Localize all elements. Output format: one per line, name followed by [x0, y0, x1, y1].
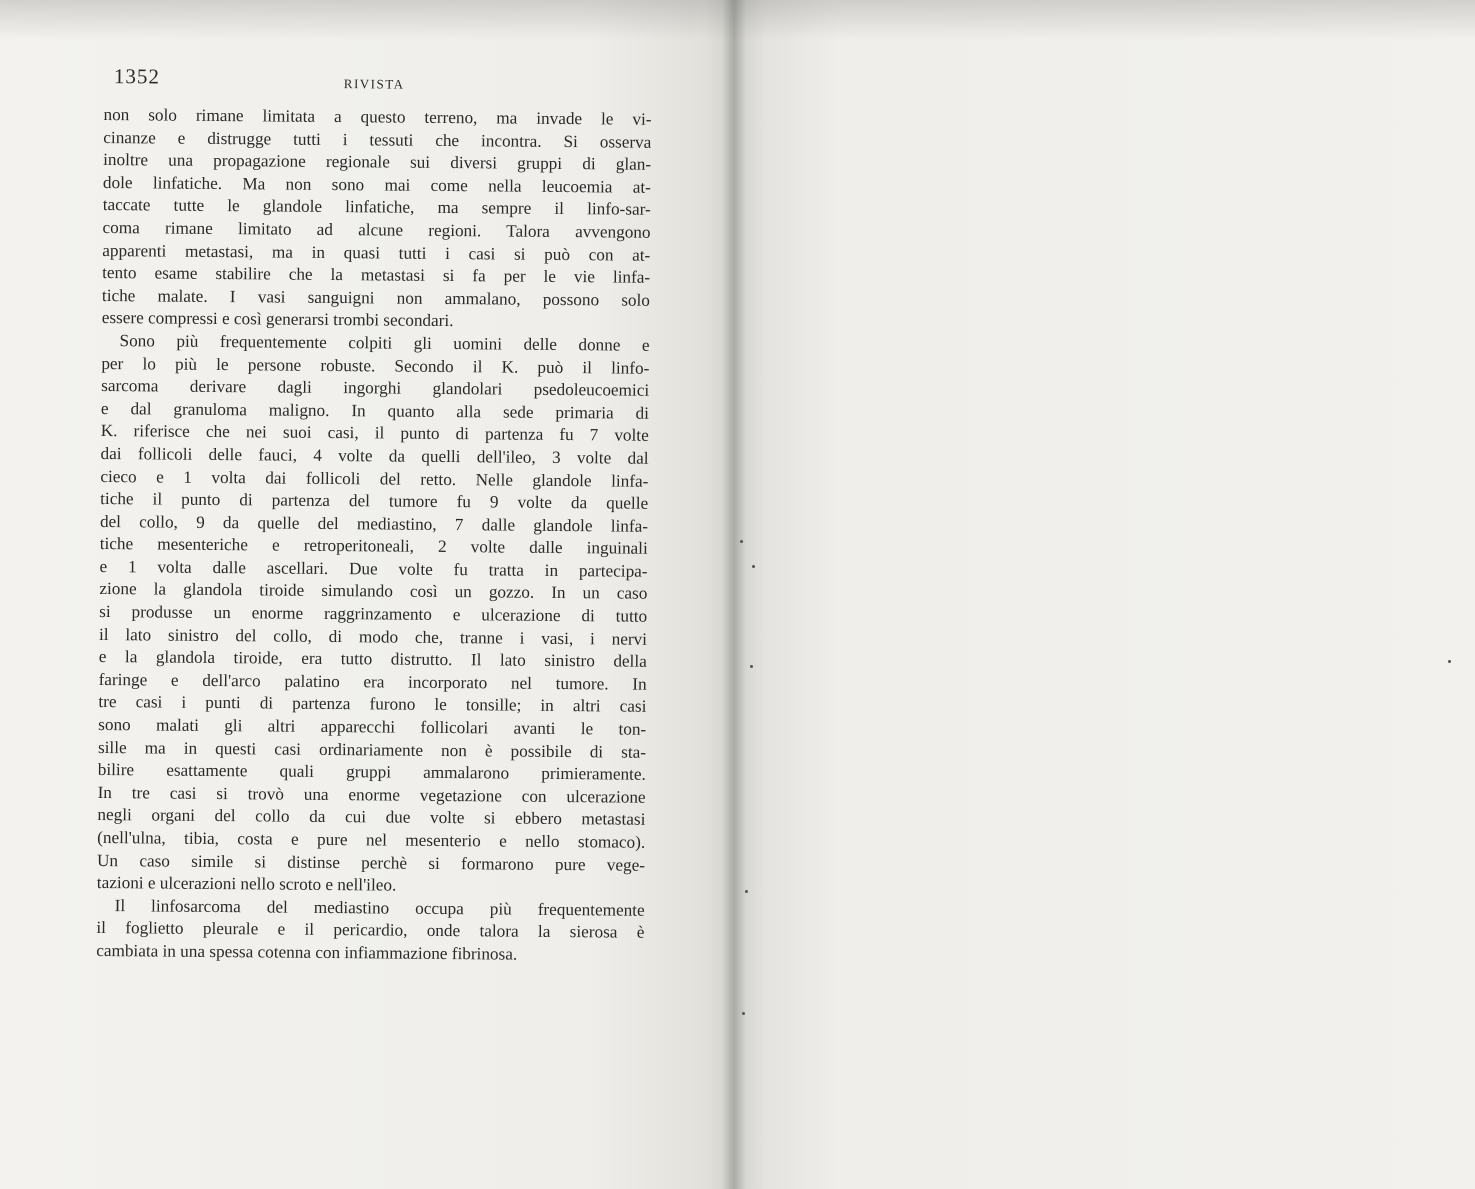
left-text-line: il lato sinistro del collo, di modo che, tranne i vasi, i nervi — [98, 624, 648, 649]
left-text-line: il foglietto pleurale e il pericardio, onde talora la sierosa è — [96, 918, 645, 943]
left-text-line: apparenti metastasi, ma in quasi tutti i casi si può con at- — [102, 240, 651, 265]
margin-speck — [750, 665, 753, 668]
left-text-line: negli organi del collo da cui due volte si ebbero metastasi — [97, 805, 646, 830]
left-text-line: cieco e 1 volta dai follicoli del retto. Nelle glandole linfa- — [100, 466, 649, 491]
margin-speck — [742, 1012, 745, 1015]
left-running-head — [104, 62, 652, 95]
left-page-number: 1352 — [113, 64, 160, 89]
left-text-line: dai follicoli delle fauci, 4 volte da quelli dell'ileo, 3 volte dal — [100, 443, 649, 468]
left-text-line: non solo rimane limitata a questo terreno, ma invade le vi- — [103, 104, 652, 129]
top-shadow — [0, 0, 1475, 40]
left-text-line: tiche malate. I vasi sanguigni non ammalano, possono solo — [101, 285, 651, 310]
left-text-line: faringe e dell'arco palatino era incorporato nel tumore. In — [98, 669, 647, 694]
left-text-line: Il linfosarcoma del mediastino occupa più frequentemente — [114, 895, 645, 920]
left-body-text — [96, 104, 651, 967]
left-text-line: bilire esattamente quali gruppi ammalarono primieramente. — [97, 760, 646, 784]
left-text-line: coma rimane limitato ad alcune regioni. Talora avvengono — [102, 217, 651, 242]
left-column — [96, 62, 652, 967]
margin-speck — [752, 565, 755, 568]
left-text-line: e 1 volta dalle ascellari. Due volte fu tratta in partecipa- — [99, 556, 648, 581]
gutter-shadow — [722, 0, 746, 1189]
left-text-line: zione la glandola tiroide simulando così un gozzo. In un caso — [99, 579, 648, 604]
left-text-line: essere compressi e così generarsi trombi secondari. — [101, 308, 454, 331]
right-page — [735, 0, 1475, 1189]
margin-speck — [745, 890, 748, 893]
left-text-line: In tre casi si trovò una enorme vegetazione con ulcerazione — [97, 782, 646, 807]
left-text-line: inoltre una propagazione regionale sui diversi gruppi di glan- — [103, 150, 652, 174]
left-text-line: tazioni e ulcerazioni nello scroto e nell'ileo. — [96, 873, 397, 895]
left-text-line: e la glandola tiroide, era tutto distrutto. Il lato sinistro della — [98, 647, 647, 672]
left-text-line: del collo, 9 da quelle del mediastino, 7 dalle glandole linfa- — [99, 511, 649, 536]
left-text-line: taccate tutte le glandole linfatiche, ma sempre il linfo-sar- — [102, 195, 651, 220]
left-text-line: per lo più le persone robuste. Secondo il K. può il linfo- — [101, 353, 650, 378]
margin-speck — [740, 540, 743, 543]
left-text-line: cambiata in una spessa cotenna con infiammazione fibrinosa. — [96, 940, 518, 964]
margin-speck — [1448, 660, 1451, 663]
left-text-line: tiche mesenteriche e retroperitoneali, 2 volte dalle inguinali — [99, 534, 648, 559]
left-text-line: e dal granuloma maligno. In quanto alla sede primaria di — [100, 398, 650, 423]
left-running-title: RIVISTA — [343, 76, 405, 92]
left-text-line: Un caso simile si distinse perchè si formarono pure vege- — [96, 850, 646, 875]
left-text-line: sono malati gli altri apparecchi follicolari avanti le ton- — [98, 715, 647, 739]
left-text-line: cinanze e distrugge tutti i tessuti che incontra. Si osserva — [103, 127, 652, 152]
left-text-line: tiche il punto di partenza del tumore fu 9 volte da quelle — [100, 489, 649, 513]
left-text-line: Sono più frequentemente colpiti gli uomini delle donne e — [119, 331, 650, 355]
left-text-line: sille ma in questi casi ordinariamente non è possibile di sta- — [97, 737, 647, 762]
left-text-line: (nell'ulna, tibia, costa e pure nel mesenterio e nello stomaco). — [97, 827, 646, 852]
left-text-line: sarcoma derivare dagli ingorghi glandolari psedoleucoemici — [101, 376, 650, 400]
left-text-line: si produsse un enorme raggrinzamento e ulcerazione di tutto — [99, 602, 648, 626]
left-page — [0, 0, 735, 1189]
left-text-line: tre casi i punti di partenza furono le tonsille; in altri casi — [98, 692, 647, 717]
left-text-line: dole linfatiche. Ma non sono mai come nella leucoemia at- — [102, 172, 652, 197]
left-text-line: tento esame stabilire che la metastasi si fa per le vie linfa- — [102, 263, 651, 287]
left-text-line: K. riferisce che nei suoi casi, il punto di partenza fu 7 volte — [100, 421, 649, 446]
